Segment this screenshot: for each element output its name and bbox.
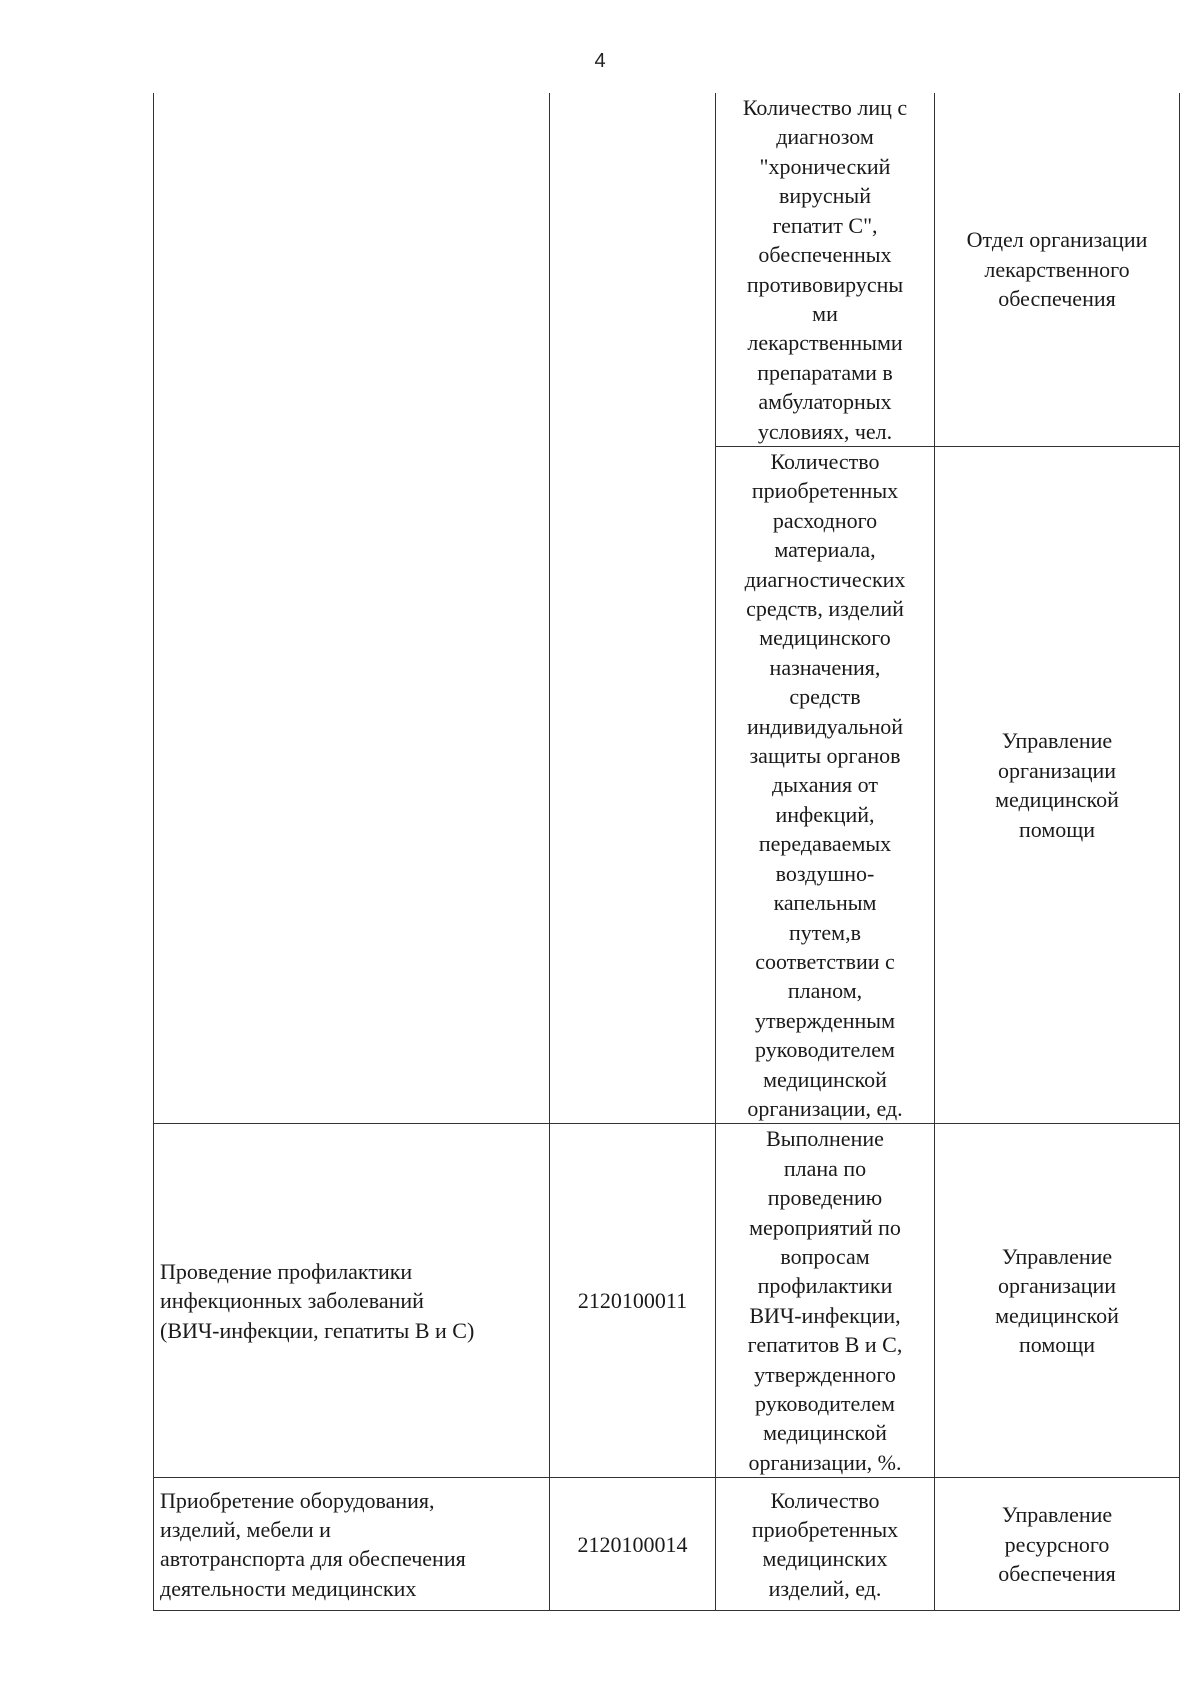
table-row (154, 93, 1180, 447)
table-row (154, 1478, 1180, 1611)
code-cell (550, 93, 716, 1124)
indicator-cell: Выполнение плана по проведению мероприятий по вопросам профилактики ВИЧ-инфекции, гепатитов В и С, утвержденного руководителем медицинской организации, %. (716, 1124, 935, 1478)
indicator-cell: Количество приобретенных расходного материала, диагностических средств, изделий медицинского назначения, средств индивидуальной защиты органов дыхания от инфекций, передаваемых воздушно- капельным путем,в соответствии с планом, утвержденным руководителем медицинской организации, ед. (716, 447, 935, 1124)
indicator-cell: Количество приобретенных медицинских изделий, ед. (716, 1478, 935, 1611)
indicator-cell: Количество лиц с диагнозом "хронический вирусный гепатит С", обеспеченных противовирусны ми лекарственными препаратами в амбулаторных условиях, чел. (716, 93, 935, 447)
responsible-cell: Управление организации медицинской помощи (935, 1124, 1180, 1478)
table-row (154, 1124, 1180, 1478)
responsible-cell: Управление ресурсного обеспечения (935, 1478, 1180, 1611)
program-table (153, 93, 1180, 1611)
activity-name-cell: Проведение профилактики инфекционных заболеваний (ВИЧ-инфекции, гепатиты В и С) (154, 1124, 550, 1478)
activity-name-cell (154, 93, 550, 1124)
responsible-cell: Управление организации медицинской помощи (935, 447, 1180, 1124)
page-number: 4 (594, 50, 606, 72)
activity-name-cell: Приобретение оборудования, изделий, мебели и автотранспорта для обеспечения деятельности медицинских (154, 1478, 550, 1611)
code-cell: 2120100014 (550, 1478, 716, 1611)
code-cell: 2120100011 (550, 1124, 716, 1478)
responsible-cell: Отдел организации лекарственного обеспечения (935, 93, 1180, 447)
